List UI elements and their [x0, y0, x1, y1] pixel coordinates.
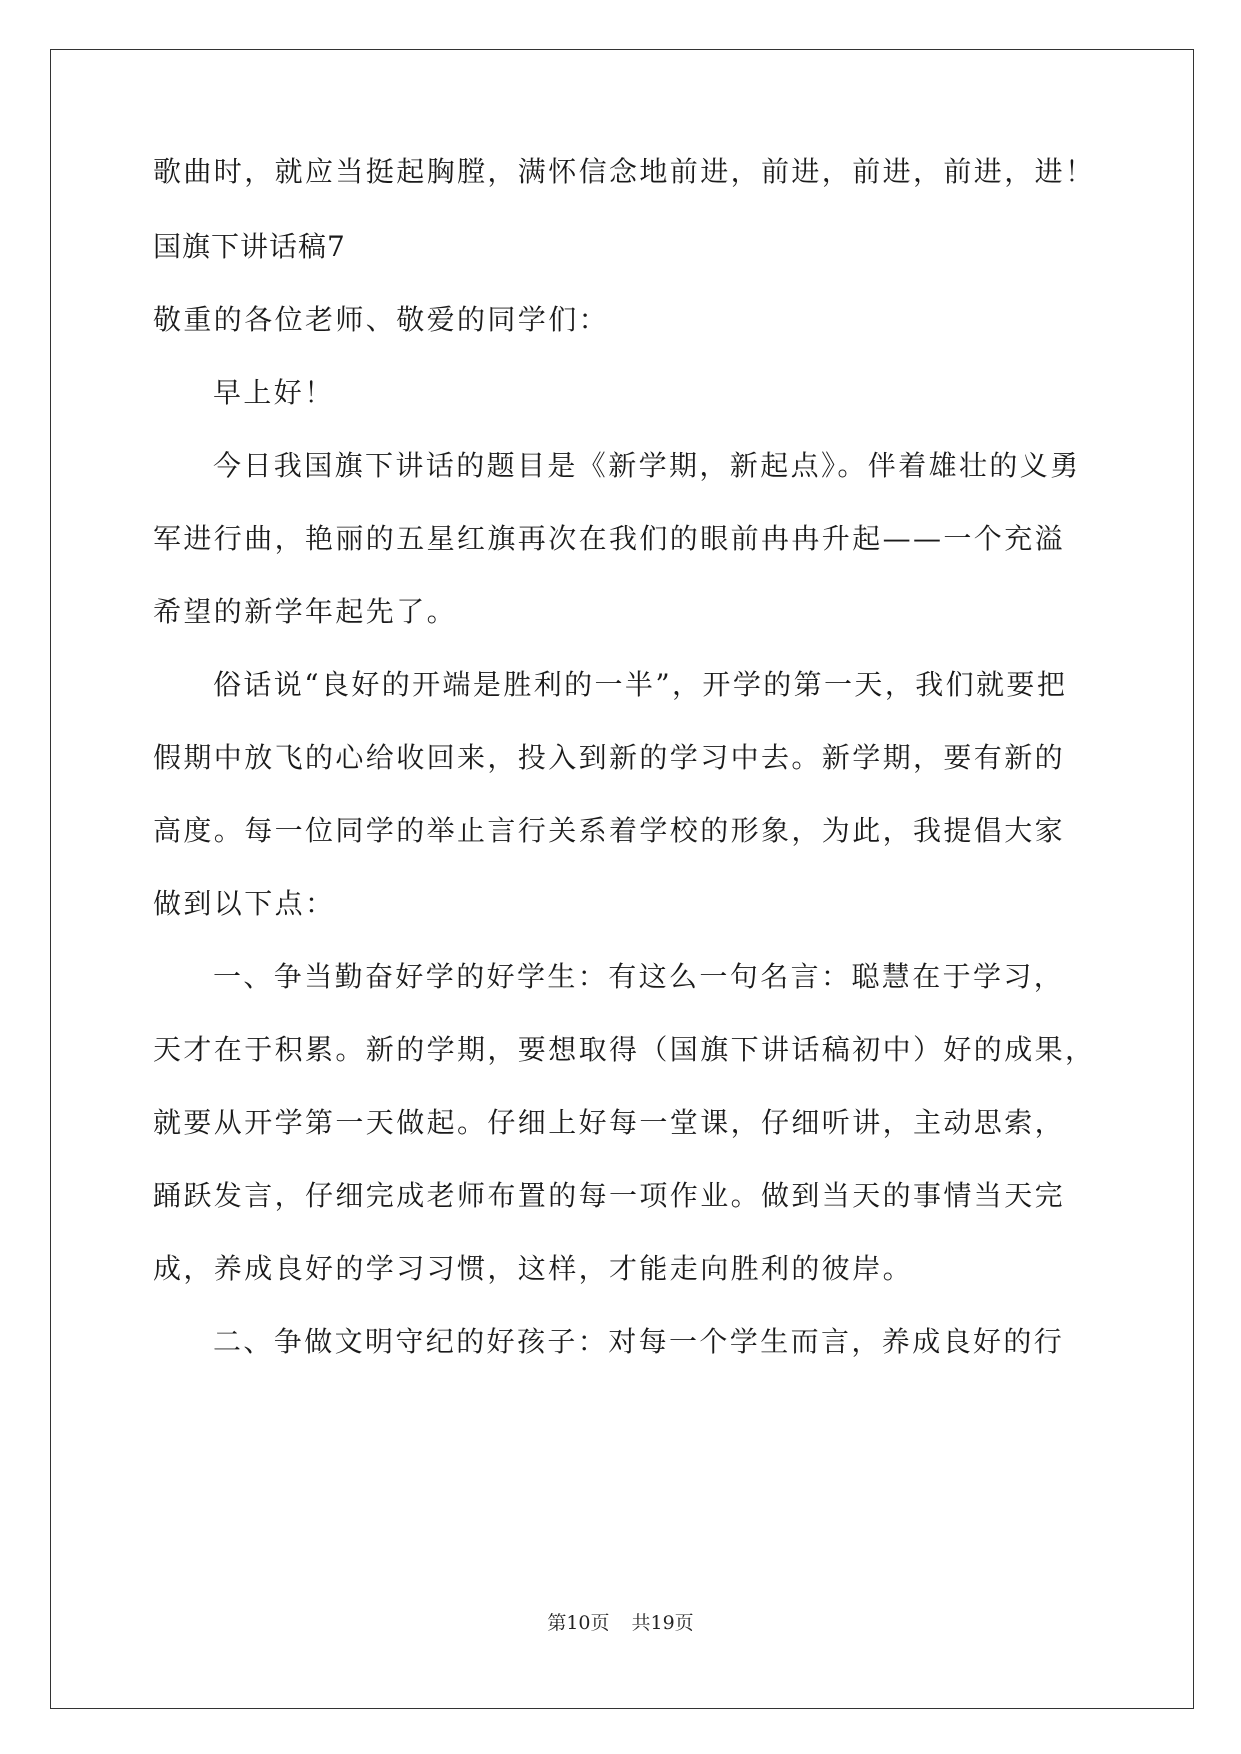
- paragraph-line: 希望的新学年起先了。: [153, 595, 458, 628]
- paragraph-line: 踊跃发言，仔细完成老师布置的每一项作业。做到当天的事情当天完: [153, 1179, 1066, 1212]
- paragraph-line: 高度。每一位同学的举止言行关系着学校的形象，为此，我提倡大家: [153, 814, 1066, 847]
- paragraph-line: 天才在于积累。新的学期，要想取得（国旗下讲话稿初中）好的成果，: [153, 1033, 1096, 1066]
- salutation: 敬重的各位老师、敬爱的同学们：: [153, 303, 610, 336]
- paragraph-line: 就要从开学第一天做起。仔细上好每一堂课，仔细听讲，主动思索，: [153, 1106, 1066, 1139]
- paragraph-line: 成，养成良好的学习习惯，这样，才能走向胜利的彼岸。: [153, 1252, 914, 1285]
- paragraph-line: 军进行曲，艳丽的五星红旗再次在我们的眼前冉冉升起——一个充溢: [153, 522, 1066, 555]
- paragraph-line: 歌曲时，就应当挺起胸膛，满怀信念地前进，前进，前进，前进，进！: [153, 155, 1096, 188]
- paragraph-line: 假期中放飞的心给收回来，投入到新的学习中去。新学期，要有新的: [153, 741, 1066, 774]
- paragraph-line: 二、争做文明守纪的好孩子：对每一个学生而言，养成良好的行: [213, 1325, 1065, 1358]
- page-number: 第10页: [547, 1612, 610, 1634]
- page-total: 共19页: [631, 1612, 694, 1634]
- paragraph-line: 俗话说“良好的开端是胜利的一半”，开学的第一天，我们就要把: [213, 668, 1068, 701]
- paragraph-line: 一、争当勤奋好学的好学生：有这么一句名言：聪慧在于学习，: [213, 960, 1065, 993]
- page-footer: [0, 1610, 1241, 1636]
- greeting: 早上好！: [213, 376, 335, 409]
- paragraph-line: 做到以下点：: [153, 887, 336, 920]
- section-title: 国旗下讲话稿7: [153, 230, 346, 263]
- page-border: [50, 49, 1194, 1709]
- paragraph-line: 今日我国旗下讲话的题目是《新学期，新起点》。伴着雄壮的义勇: [213, 449, 1081, 482]
